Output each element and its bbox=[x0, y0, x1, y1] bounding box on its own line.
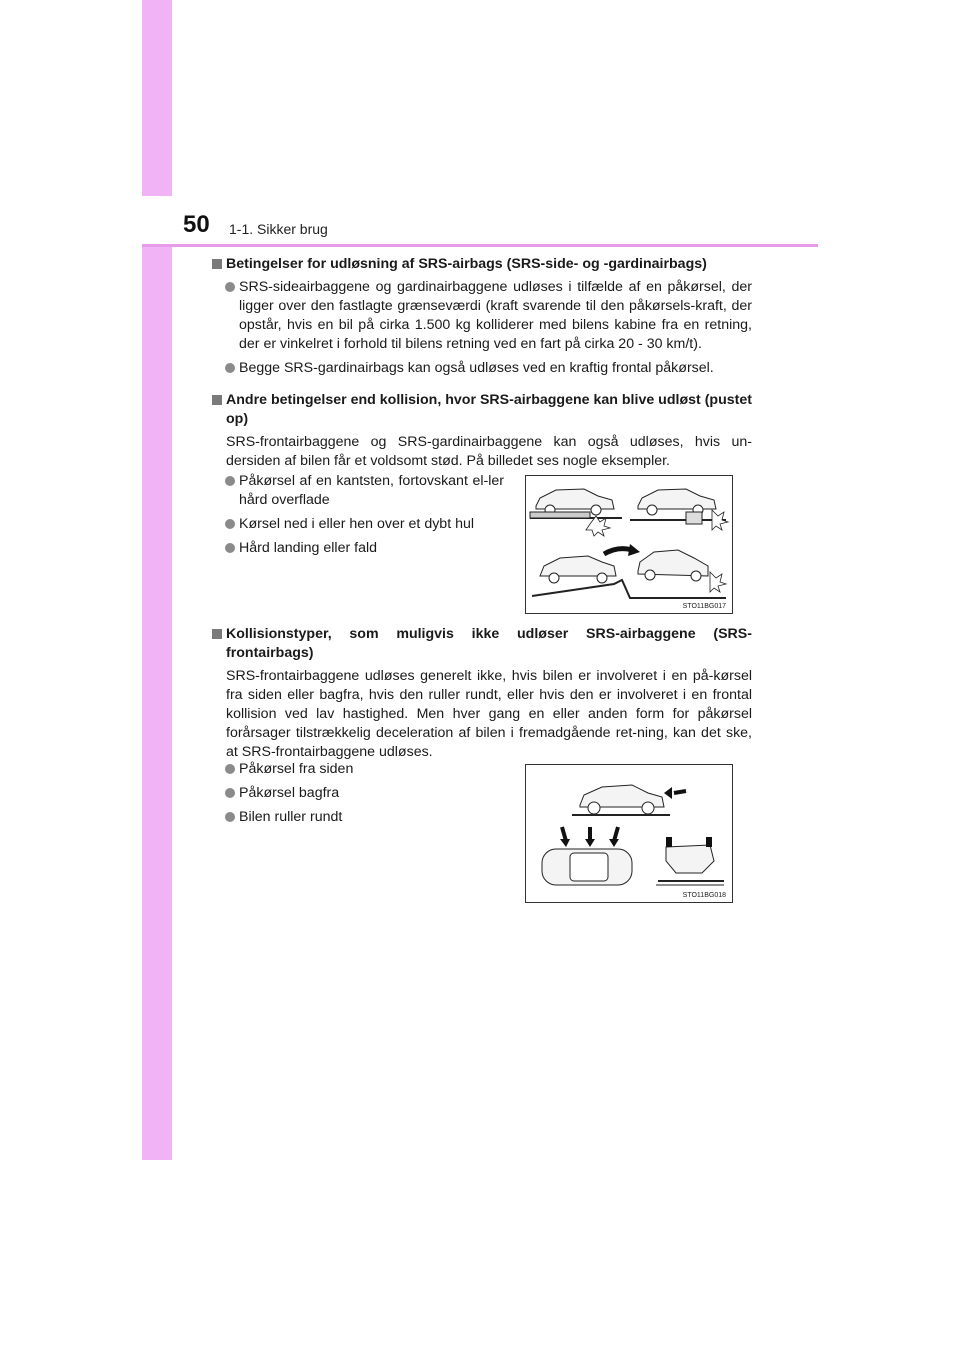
list-item-text: Påkørsel af en kantsten, fortovskant el-ler hård overflade bbox=[239, 473, 504, 508]
round-bullet-icon bbox=[225, 788, 235, 798]
section-heading bbox=[212, 625, 752, 663]
figure-code: STO11BG017 bbox=[682, 603, 726, 610]
figure-code: STO11BG018 bbox=[682, 892, 726, 899]
square-bullet-icon bbox=[212, 629, 222, 639]
non-deployment-collisions-list bbox=[212, 760, 504, 832]
round-bullet-icon bbox=[225, 764, 235, 774]
list-item bbox=[212, 784, 504, 803]
section-non-deployment-collisions bbox=[212, 625, 752, 768]
heading-text: Kollisionstyper, som muligvis ikke udløser SRS-airbaggene (SRS-frontairbags) bbox=[226, 626, 752, 661]
non-collision-examples-list bbox=[212, 472, 504, 563]
list-item-text: Påkørsel bagfra bbox=[239, 785, 340, 801]
round-bullet-icon bbox=[225, 812, 235, 822]
heading-text: Betingelser for udløsning af SRS-airbags (SRS-side- og -gardinairbags) bbox=[226, 256, 707, 272]
list-item bbox=[212, 808, 504, 827]
section-paragraph: SRS-frontairbaggene udløses generelt ikke, hvis bilen er involveret i en på-kørsel fra siden eller bagfra, hvis den ruller rundt, eller hvis den er involveret i en frontal kollision ved lav hastighed. Men hver gang en eller anden form for påkørsel forårsager tilstrækkelig deceleration af bilen i fremadgående ret-ning, kan det ske, at SRS-frontairbaggene udløses. bbox=[226, 668, 752, 760]
list-item-text: Påkørsel fra siden bbox=[239, 761, 354, 777]
sidebar-tab bbox=[142, 0, 172, 1160]
list-item bbox=[212, 760, 504, 779]
square-bullet-icon bbox=[212, 259, 222, 269]
chapter-title: 1-1. Sikker brug bbox=[229, 221, 328, 237]
list-item-text: Begge SRS-gardinairbags kan også udløses ved en kraftig frontal påkørsel. bbox=[239, 360, 714, 376]
side-rear-rollover-illustration bbox=[526, 765, 732, 902]
section-non-collision-deployment bbox=[212, 391, 752, 477]
list-item-text: Kørsel ned i eller hen over et dybt hul bbox=[239, 516, 475, 532]
round-bullet-icon bbox=[225, 282, 235, 292]
list-item bbox=[212, 278, 752, 354]
section-heading bbox=[212, 391, 752, 429]
list-item bbox=[212, 472, 504, 510]
figure-side-rear-rollover bbox=[525, 764, 733, 903]
round-bullet-icon bbox=[225, 543, 235, 553]
undercarriage-impact-illustration bbox=[526, 476, 732, 613]
list-item bbox=[212, 515, 504, 534]
round-bullet-icon bbox=[225, 363, 235, 373]
list-item-text: Hård landing eller fald bbox=[239, 540, 378, 556]
list-item bbox=[212, 359, 752, 378]
round-bullet-icon bbox=[225, 519, 235, 529]
section-heading bbox=[212, 255, 752, 274]
figure-undercarriage-impact bbox=[525, 475, 733, 614]
square-bullet-icon bbox=[212, 395, 222, 405]
heading-text: Andre betingelser end kollision, hvor SRS-airbaggene kan blive udløst (pustet op) bbox=[226, 392, 752, 427]
list-item bbox=[212, 539, 504, 558]
list-item-text: SRS-sideairbaggene og gardinairbaggene udløses i tilfælde af en påkørsel, der ligger over den fastlagte grænseværdi (kraft svarende til den påkørsels-kraft, der opstår, hvis en bil på cirka 1.500 kg kolliderer med bilens kabine fra en retning, der er vinkelret i forhold til bilens retning ved en fart på cirka 20 - 30 km/t). bbox=[239, 279, 752, 352]
section-deployment-side-curtain bbox=[212, 255, 752, 383]
header-rule bbox=[142, 244, 818, 247]
round-bullet-icon bbox=[225, 476, 235, 486]
section-paragraph: SRS-frontairbaggene og SRS-gardinairbaggene kan også udløses, hvis un-dersiden af bilen får et voldsomt stød. På billedet ses nogle eksempler. bbox=[226, 434, 752, 469]
list-item-text: Bilen ruller rundt bbox=[239, 809, 343, 825]
page-number: 50 bbox=[183, 211, 210, 238]
